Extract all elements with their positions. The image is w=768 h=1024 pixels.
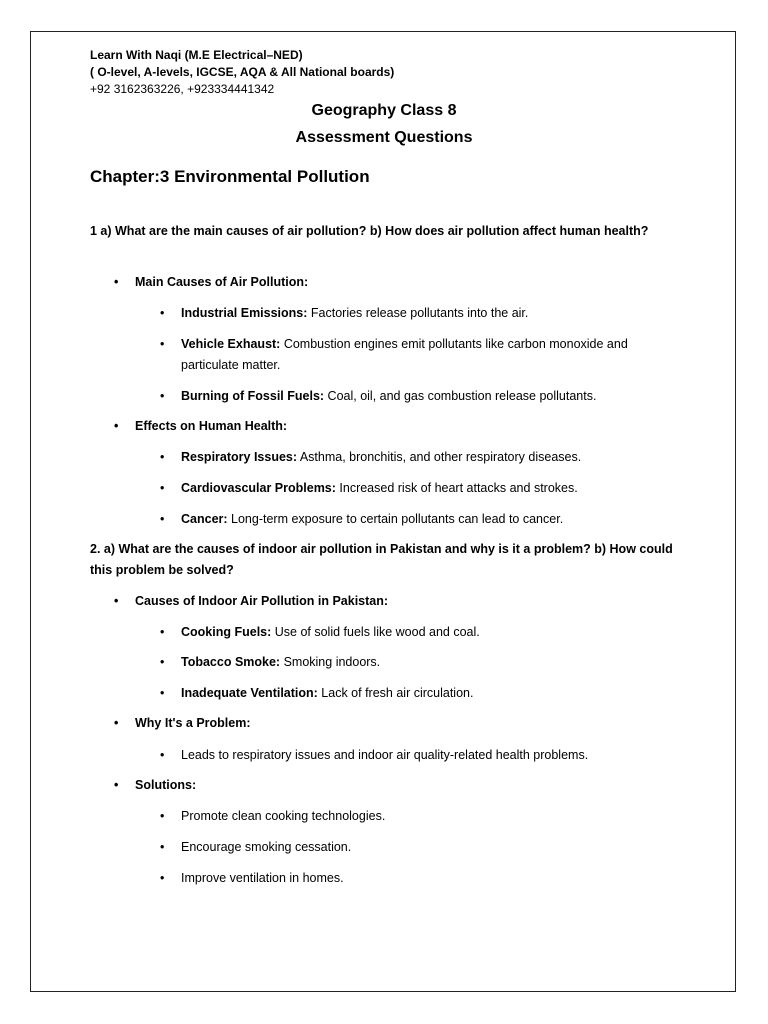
list-item: • Cancer: Long-term exposure to certain pollutants can lead to cancer. (181, 509, 681, 530)
page-subtitle: Assessment Questions (295, 129, 473, 146)
list-item: • Improve ventilation in homes. (181, 868, 681, 889)
q1-effects-heading: • Effects on Human Health: (135, 416, 287, 437)
q2-solutions-heading: • Solutions: (135, 775, 196, 796)
q2-problem-heading: • Why It's a Problem: (135, 713, 251, 734)
list-item: • Cooking Fuels: Use of solid fuels like wood and coal. (181, 622, 681, 643)
list-item: • Respiratory Issues: Asthma, bronchitis, and other respiratory diseases. (181, 447, 681, 468)
q2-causes-heading: • Causes of Indoor Air Pollution in Pakistan: (135, 591, 388, 612)
list-item: • Promote clean cooking technologies. (181, 806, 681, 827)
header-line-1: Learn With Naqi (M.E Electrical–NED) (90, 48, 303, 62)
header-line-2: ( O-level, A-levels, IGCSE, AQA & All National boards) (90, 65, 395, 79)
list-item: • Encourage smoking cessation. (181, 837, 681, 858)
chapter-heading: Chapter:3 Environmental Pollution (90, 167, 370, 186)
question-1: 1 a) What are the main causes of air pollution? b) How does air pollution affect human health? (90, 224, 649, 238)
q1-causes-heading: • Main Causes of Air Pollution: (135, 272, 308, 293)
list-item: • Inadequate Ventilation: Lack of fresh air circulation. (181, 683, 681, 704)
header-phone: +92 3162363226, +923334441342 (90, 82, 275, 96)
list-item: • Cardiovascular Problems: Increased risk of heart attacks and strokes. (181, 478, 681, 499)
list-item: • Industrial Emissions: Factories release pollutants into the air. (181, 303, 681, 324)
list-item: • Burning of Fossil Fuels: Coal, oil, and gas combustion release pollutants. (181, 386, 681, 407)
list-item: • Leads to respiratory issues and indoor air quality-related health problems. (181, 745, 681, 766)
list-item: • Tobacco Smoke: Smoking indoors. (181, 652, 681, 673)
list-item: • Vehicle Exhaust: Combustion engines emit pollutants like carbon monoxide and particulate matter. (181, 334, 681, 376)
question-2: 2. a) What are the causes of indoor air pollution in Pakistan and why is it a problem? b) How could this problem be solved? (90, 542, 673, 577)
page-title: Geography Class 8 (311, 102, 457, 119)
